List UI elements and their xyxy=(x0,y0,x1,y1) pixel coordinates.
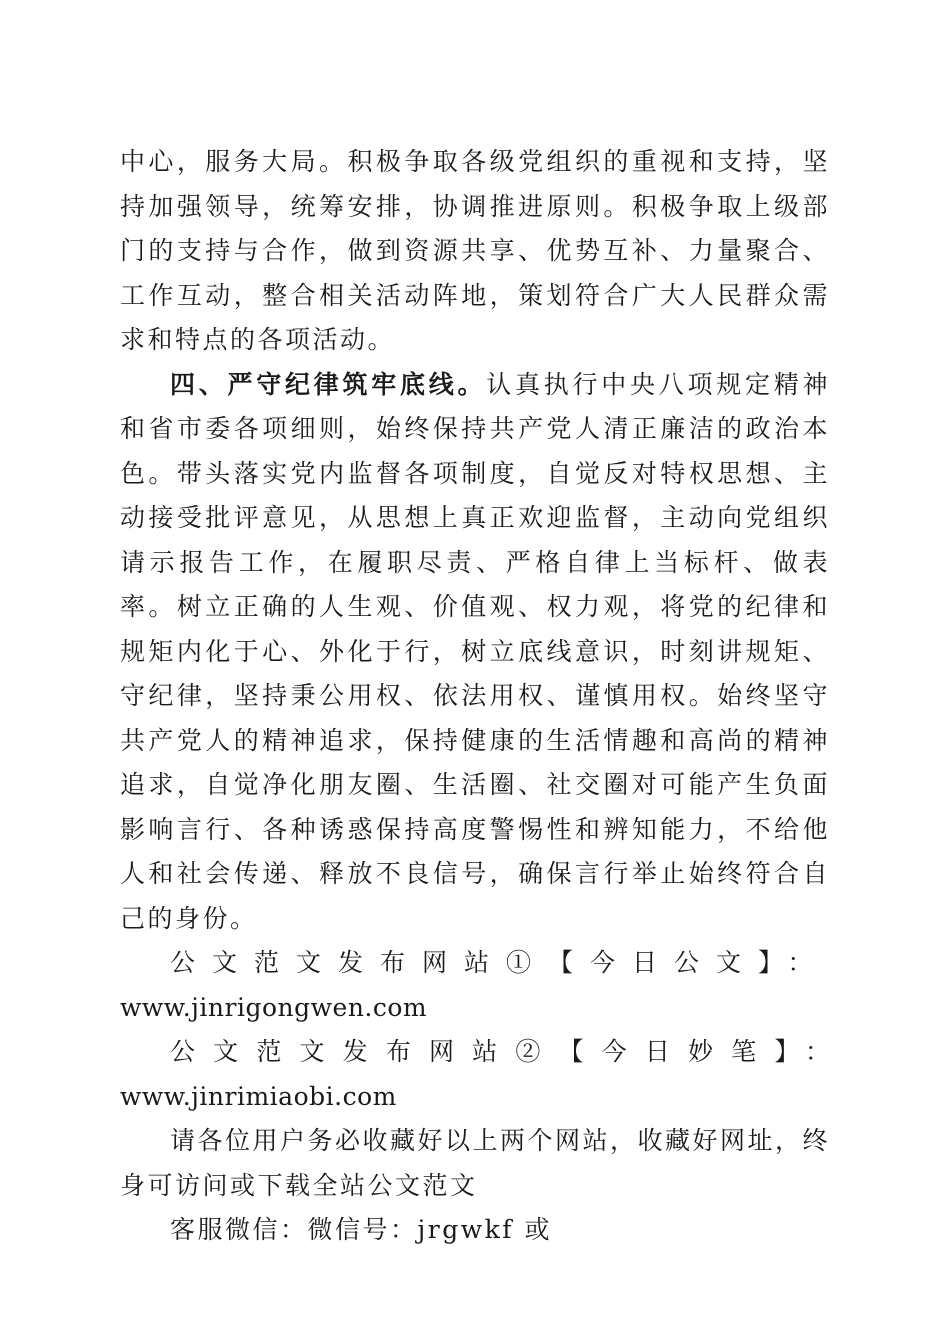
site1-label: 公文范文发布网站①【今日公文】： xyxy=(170,948,830,977)
site2-paragraph xyxy=(120,1030,830,1119)
paragraph-continued: 中心，服务大局。积极争取各级党组织的重视和支持，坚持加强领导，统筹安排，协调推进原则。积极争取上级部门的支持与合作，做到资源共享、优势互补、力量聚合、工作互动，整合相关活动阵地，策划符合广大人民群众需求和特点的各项活动。 xyxy=(120,147,830,354)
site1-paragraph xyxy=(120,941,830,986)
document-page xyxy=(120,140,830,1253)
section-4-heading: 四、严守纪律筑牢底线。 xyxy=(170,369,487,399)
site1-url-line xyxy=(120,986,830,1031)
wechat-paragraph: 客服微信：微信号：jrgwkf 或 xyxy=(170,1215,552,1244)
site2-url[interactable]: www.jinrimiaobi.com xyxy=(120,1081,397,1111)
section-4-paragraph xyxy=(120,363,830,942)
site1-url[interactable]: www.jinrigongwen.com xyxy=(120,992,428,1022)
notice-paragraph: 请各位用户务必收藏好以上两个网站，收藏好网址，终身可访问或下载全站公文范文 xyxy=(120,1126,831,1200)
site2-label: 公文范文发布网站②【今日妙笔】： xyxy=(170,1037,830,1066)
section-4-body: 认真执行中央八项规定精神和省市委各项细则，始终保持共产党人清正廉洁的政治本色。带头落实党内监督各项制度，自觉反对特权思想、主动接受批评意见，从思想上真正欢迎监督，主动向党组织请示报告工作，在履职尽责、严格自律上当标杆、做表率。树立正确的人生观、价值观、权力观，将党的纪律和规矩内化于心、外化于行，树立底线意识，时刻讲规矩、守纪律，坚持秉公用权、依法用权、谨慎用权。始终坚守共产党人的精神追求，保持健康的生活情趣和高尚的精神追求，自觉净化朋友圈、生活圈、社交圈对可能产生负面影响言行、各种诱惑保持高度警惕性和辨知能力，不给他人和社会传递、释放不良信号，确保言行举止始终符合自己的身份。 xyxy=(120,369,830,933)
